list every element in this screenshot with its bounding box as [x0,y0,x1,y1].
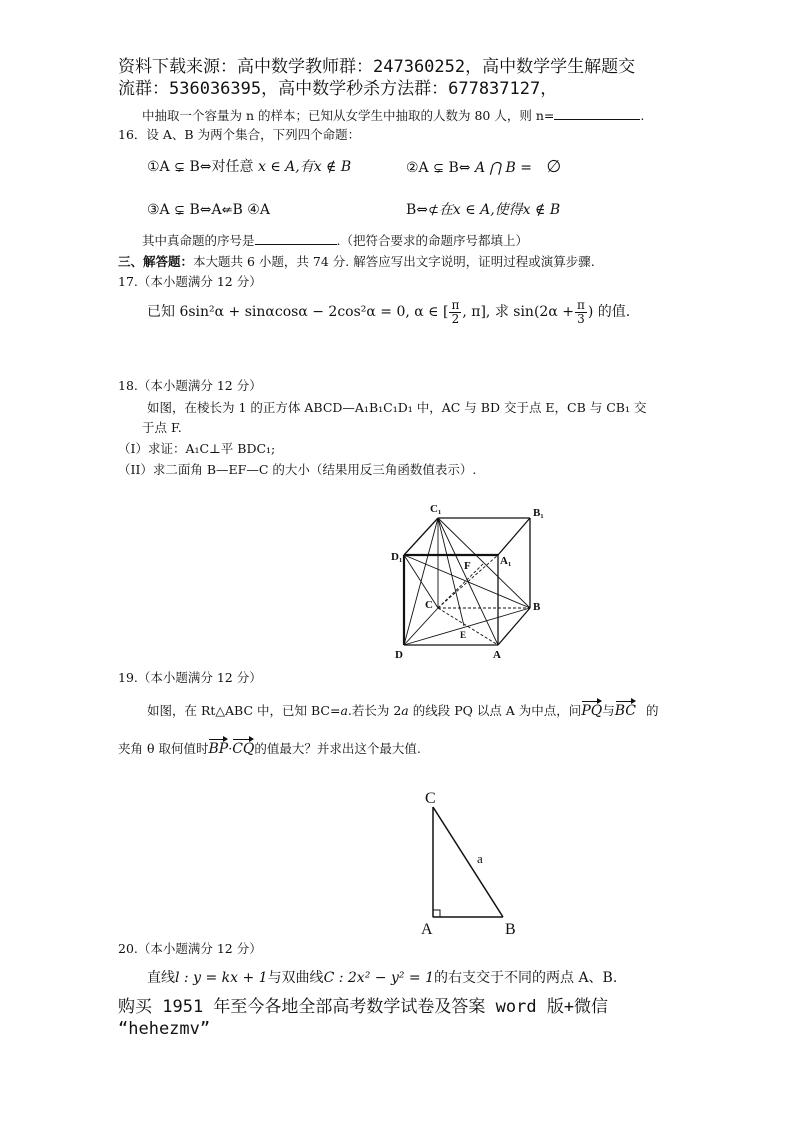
q16-p1-label: ①A [147,159,170,175]
q19-line-1 [147,703,659,719]
q16-proposition-2 [406,159,561,177]
q16-p4-text: B⇔ [406,202,429,218]
q17-frac-pi-2-num: π [451,297,460,312]
q19-line1-c: .若长为 2 [347,703,402,718]
footer-line-2: “hehezmv” [118,1019,211,1039]
q15-tail-text: 中抽取一个容量为 n 的样本；已知从女学生中抽取的人数为 80 人，则 n= [142,108,555,123]
q16-p2-label: ②A [406,160,429,176]
edge-b1-a1 [498,518,530,555]
q17-tail: ) 的值. [587,304,631,320]
label-c1: C₁ [430,503,442,515]
q19-line2-b: 的值最大？并求出这个最大值. [254,741,421,756]
line-d-b [404,608,530,645]
footer-note [118,996,718,1040]
q16-p1-condition: x ∈ A,有x ∉ B [257,159,352,175]
q17-statement [147,298,630,326]
q18-part-1: （I）求证：A₁C⊥平 BDC₁; [118,441,276,456]
q16-proposition-1 [147,159,351,176]
q16-answer-suffix: .（把符合要求的命题序号都填上） [336,233,528,248]
q19-line1-f: 的 [646,703,659,718]
q16-p1-symbol: ⊊ [174,160,186,175]
label-a: A [493,649,501,661]
section-3-title: 三、解答题： [118,254,194,269]
q16-p2-emptyset: ∅ [546,157,562,177]
q19-line-2 [118,741,421,757]
label-side-a: a [477,851,483,866]
q18-line-1: 如图，在棱长为 1 的正方体 ABCD—A₁B₁C₁D₁ 中，AC 与 BD 交于点 E，CB 与 CB₁ 交 [147,400,647,415]
right-triangle-figure [415,785,525,937]
q19-heading: 19.（本小题满分 12 分） [118,670,262,685]
q17-frac-pi-2 [449,299,461,326]
q20-text-c: 的右支交于不同的两点 A、B. [434,970,618,986]
q19-line2-a: 夹角 θ 取何值时 [118,741,209,756]
q19-vector-cq: CQ [232,741,255,757]
footer-line-1: 购买 1951 年至今各地全部高考数学试卷及答案 word 版+微信 [118,997,609,1017]
cube-figure [390,498,550,663]
q20-statement [147,970,617,986]
section-3-heading [118,254,595,270]
q15-answer-blank [554,107,640,120]
q20-line-equation: l : y = kx + 1 [175,970,268,986]
label-c-vertex: C [425,790,436,807]
q17-frac-pi-3-den: 3 [577,311,585,326]
header-line-2: 流群：536036395，高中数学秒杀方法群：677837127， [118,79,558,99]
q16-p1-text: B⇔对任意 [189,159,254,175]
q19-vector-bc: BC [614,703,636,719]
q20-hyperbola-equation: C : 2x² − y² = 1 [323,970,434,986]
q16-answer-line [142,232,528,249]
label-f: F [464,560,471,572]
q16-proposition-3 [147,202,270,219]
q18-part-2: （II）求二面角 B—EF—C 的大小（结果用反三角函数值表示）. [118,462,477,477]
q16-stem: 16．设 A、B 为两个集合，下列四个命题： [118,127,361,142]
q19-vector-bp: BP [208,741,229,757]
q16-answer-blank [255,232,337,245]
q19-line1-var-a2: a [401,703,409,718]
q19-line1-a: 如图，在 Rt△ABC 中，已知 BC= [147,703,341,718]
q17-frac-pi-2-den: 2 [451,311,460,326]
q16-p3-symbol: ⊊ [174,203,186,218]
q18-line-2: 于点 F. [142,420,182,435]
q17-heading: 17.（本小题满分 12 分） [118,274,262,289]
q19-line1-e: 的线段 PQ 以点 A 为中点，问 [408,703,582,718]
q16-p2-condition: A ⋂ B = [474,160,532,176]
q16-p3-mid: B ④A [232,202,270,218]
line-c1-e [438,518,464,626]
side-cb [433,807,503,917]
q17-expression-2: , π], 求 sin(2α + [462,304,574,320]
label-a1: A₁ [500,555,512,567]
q16-p4-symbol: ⊄ [428,203,439,218]
q19-with: 与 [602,703,615,718]
q18-heading: 18.（本小题满分 12 分） [118,378,262,393]
q16-p3-text: B⇔A [189,202,222,218]
label-d: D [395,649,403,661]
q15-tail-end: . [640,108,645,123]
header-source-note [118,56,718,100]
q17-lead: 已知 [147,304,175,320]
label-b1: B₁ [533,507,544,519]
line-c1-b [438,518,530,608]
header-line-1: 资料下载来源：高中数学教师群：247360252，高中数学学生解题交 [118,57,636,77]
label-d1: D₁ [391,551,403,563]
q16-answer-prefix: 其中真命题的序号是 [142,233,255,248]
q19-vector-pq: PQ [581,703,603,719]
q16-p3-notimplies: ⇍ [221,203,233,218]
q20-text-b: 与双曲线 [267,970,324,986]
q16-p2-symbol: ⊊ [433,161,445,176]
q16-p4-condition: 在x ∈ A,使得x ∉ B [438,202,561,218]
q15-tail [142,107,644,124]
q19-dot: · [228,741,233,756]
label-b: B [533,601,541,613]
q17-frac-pi-3 [575,299,587,326]
label-a-vertex: A [421,921,433,937]
q20-heading: 20.（本小题满分 12 分） [118,941,262,956]
label-e: E [460,630,467,640]
q20-text-a: 直线 [147,970,175,986]
label-b-vertex: B [505,921,516,937]
q16-p3-label: ③A [147,202,170,218]
right-angle-mark [433,910,440,917]
edge-b-a [498,608,530,645]
q16-p2-text: B⇔ [448,160,471,176]
label-c: C [425,599,433,611]
q16-proposition-4 [406,202,560,219]
q19-line1-var-a: a [340,703,348,718]
q17-frac-pi-3-num: π [576,297,585,312]
section-3-description: 本大题共 6 小题，共 74 分. 解答应写出文字说明，证明过程或演算步骤. [193,254,595,269]
q17-expression: 6sin²α + sinαcosα − 2cos²α = 0, α ∈ [ [179,304,449,320]
